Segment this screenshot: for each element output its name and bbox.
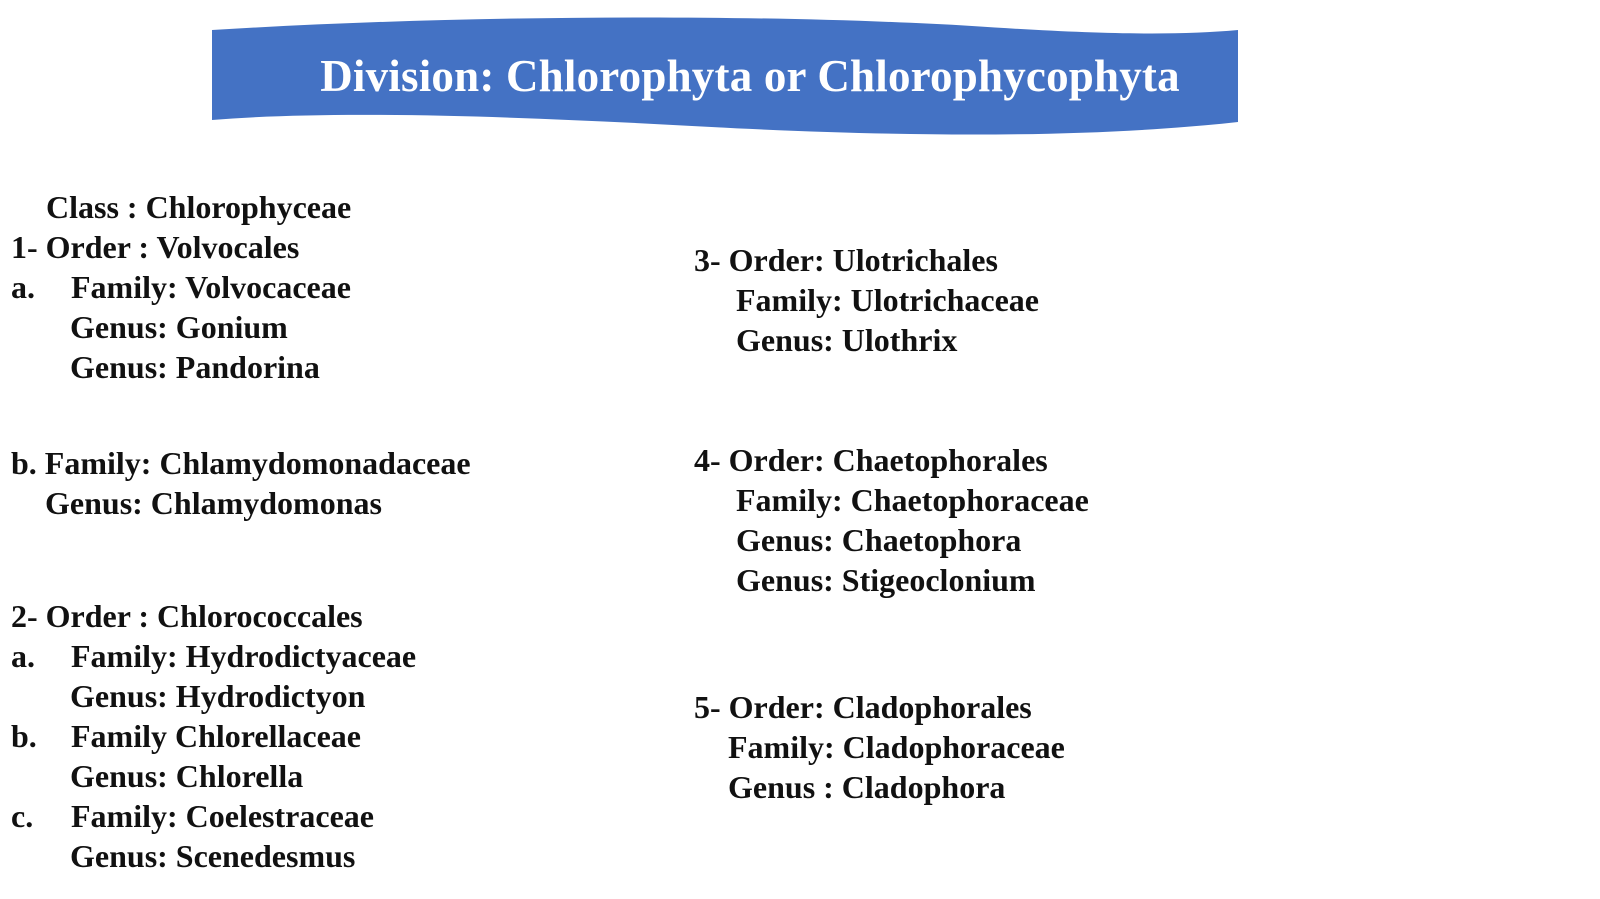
page-title: Division: Chlorophyta or Chlorophycophyta [320,51,1180,101]
order4-genus1: Genus: Chaetophora [736,522,1022,558]
order1-heading: 1- Order : Volvocales [11,229,300,265]
order2-family-c: Family: Coelestraceae [71,798,374,834]
order1-genus-a1: Genus: Gonium [70,309,288,345]
order1-family-b: b. Family: Chlamydomonadaceae [11,445,471,481]
order4-heading: 4- Order: Chaetophorales [694,442,1048,478]
order2-family-a: Family: Hydrodictyaceae [71,638,417,674]
order1-genus-a2: Genus: Pandorina [70,349,320,385]
order5-family: Family: Cladophoraceae [728,729,1065,765]
order2-heading: 2- Order : Chlorococcales [11,598,363,634]
order2-genus-a1: Genus: Hydrodictyon [70,678,366,714]
order1-genus-b1: Genus: Chlamydomonas [45,485,382,521]
order3-genus1: Genus: Ulothrix [736,322,958,358]
order2-genus-b1: Genus: Chlorella [70,758,304,794]
order5-heading: 5- Order: Cladophorales [694,689,1032,725]
order1-family-a-marker: a. [11,269,35,305]
order2-genus-c1: Genus: Scenedesmus [70,838,356,874]
order5-genus1: Genus : Cladophora [728,769,1006,805]
order1-family-a: Family: Volvocaceae [71,269,351,305]
order2-family-b-marker: b. [11,718,37,754]
order4-family: Family: Chaetophoraceae [736,482,1089,518]
order2-family-a-marker: a. [11,638,35,674]
title-banner [212,14,1238,138]
class-label: Class : Chlorophyceae [46,189,352,225]
order3-heading: 3- Order: Ulotrichales [694,242,998,278]
order2-family-b: Family Chlorellaceae [71,718,361,754]
order3-family: Family: Ulotrichaceae [736,282,1039,318]
order2-family-c-marker: c. [11,798,34,834]
order4-genus2: Genus: Stigeoclonium [736,562,1036,598]
